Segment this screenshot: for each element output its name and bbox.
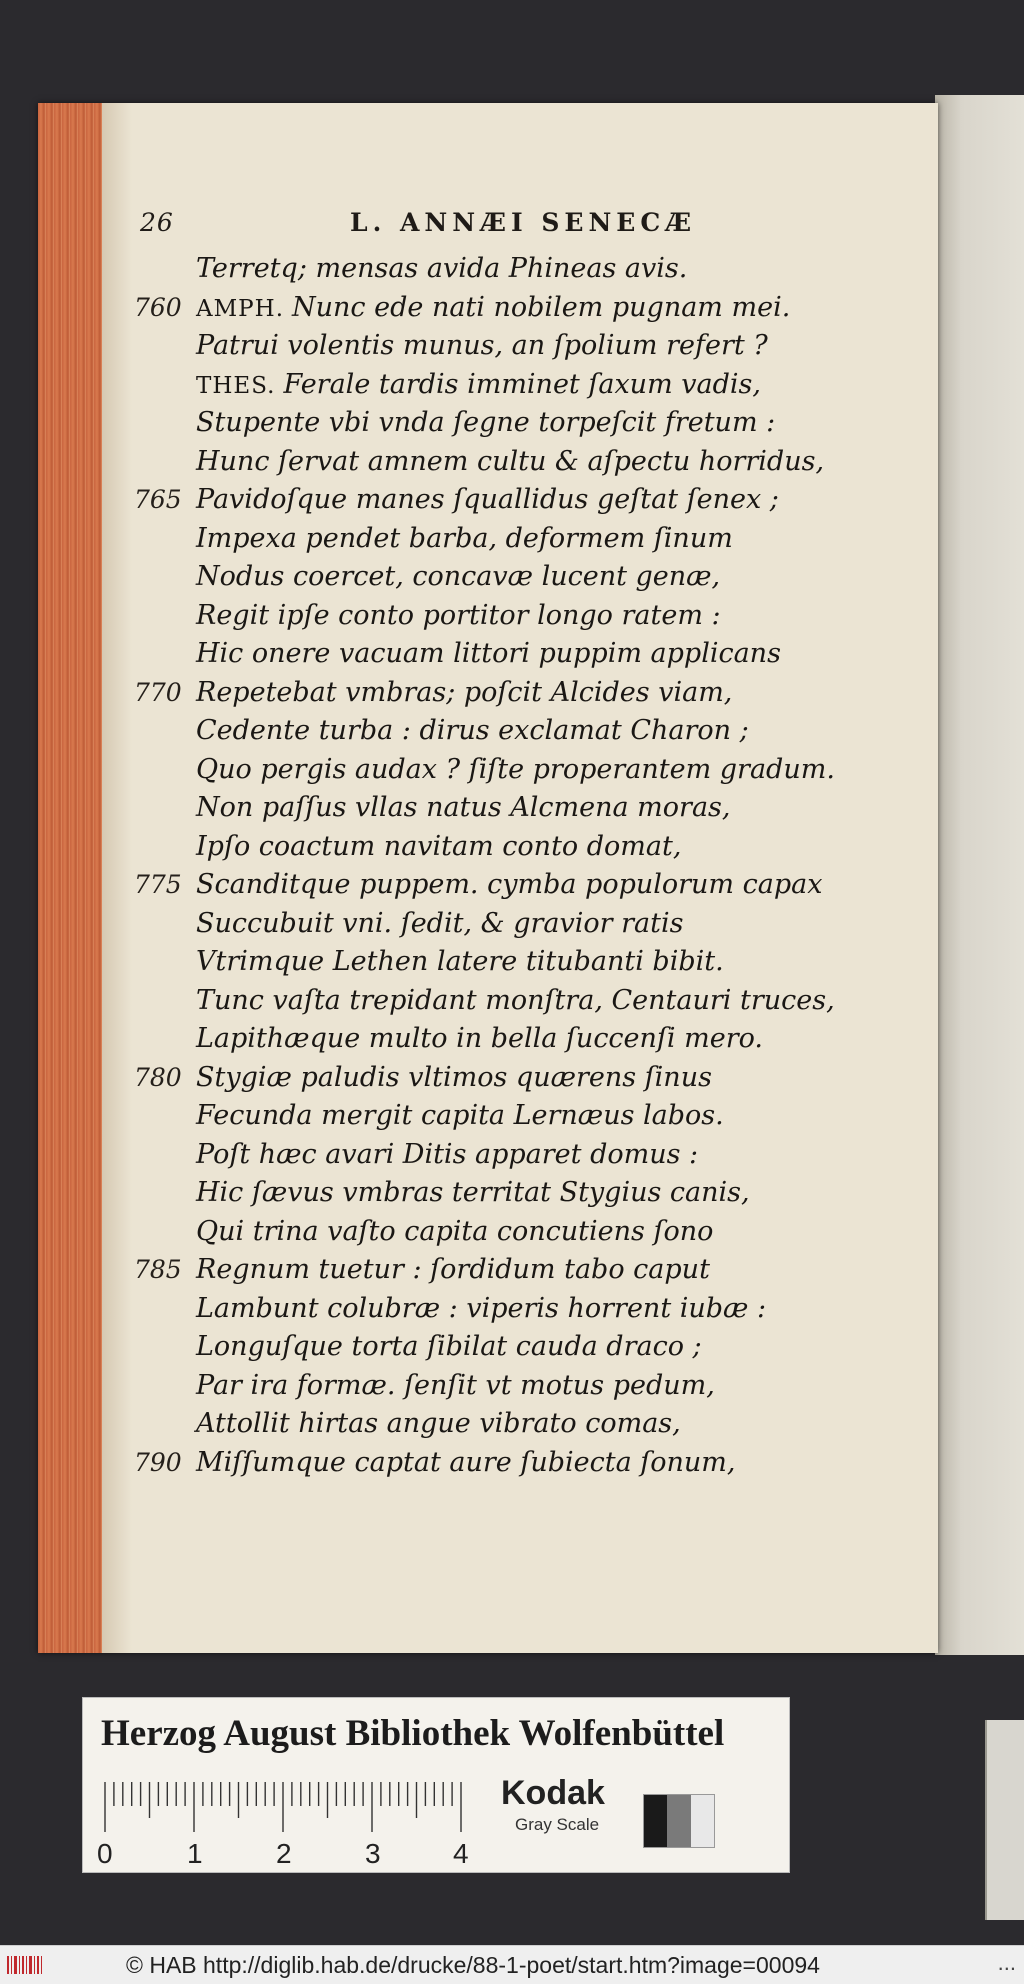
red-page-edge bbox=[38, 103, 102, 1653]
scale-label: 1 bbox=[187, 1838, 203, 1869]
verse-text: Ipſo coactum navitam conto domat, bbox=[196, 830, 682, 862]
verse-text: Stupente vbi vnda ſegne torpeſcit fretum : bbox=[196, 407, 776, 438]
verse-line bbox=[196, 1328, 946, 1367]
color-calibration-card bbox=[82, 1697, 790, 1873]
speaker-label: AMPH. bbox=[196, 295, 285, 322]
line-number: 765 bbox=[134, 485, 182, 514]
verse-line bbox=[196, 1020, 946, 1059]
verse-line bbox=[196, 327, 946, 366]
verse-text: Miſſumque captat aure ſubiecta ſonum, bbox=[196, 1446, 736, 1478]
verse-text: Scanditque puppem. cymba populorum capax bbox=[196, 869, 823, 900]
verse-text: Regnum tuetur : ſordidum tabo caput bbox=[196, 1254, 710, 1285]
kodak-logo-text: Kodak bbox=[501, 1774, 605, 1812]
verse-text: Par ira formæ. ſenſit vt motus pedum, bbox=[196, 1369, 715, 1401]
hab-barcode-icon[interactable] bbox=[6, 1954, 46, 1976]
gray-patch-dark bbox=[644, 1795, 667, 1847]
verse-text: Longuſque torta ſibilat cauda draco ; bbox=[196, 1331, 702, 1362]
verse-text: Stygiæ paludis vltimos quærens ſinus bbox=[196, 1061, 712, 1093]
gray-patch-light bbox=[691, 1795, 714, 1847]
gray-scale-label: Gray Scale bbox=[515, 1815, 600, 1834]
verse-text: Hic ſævus vmbras territat Stygius canis, bbox=[196, 1177, 750, 1208]
scale-label: 4 bbox=[453, 1838, 469, 1869]
verse-line bbox=[134, 1444, 946, 1483]
verse-line bbox=[134, 1251, 946, 1290]
ruler-scale bbox=[83, 1778, 503, 1838]
footer-bar bbox=[0, 1945, 1024, 1984]
verse-text: Tunc vaſta trepidant monſtra, Centauri truces, bbox=[196, 984, 835, 1016]
verse-line bbox=[196, 1405, 946, 1444]
verse-line bbox=[134, 1059, 946, 1098]
verse-text: Quo pergis audax ? ſiſte properantem gradum. bbox=[196, 753, 835, 785]
verse-line bbox=[134, 289, 946, 328]
speaker-label: THES. bbox=[196, 372, 276, 399]
gray-patches bbox=[643, 1794, 715, 1848]
verse-text: Hunc ſervat amnem cultu & aſpectu horridus, bbox=[196, 445, 825, 477]
verse-text: Nunc ede nati nobilem pugnam mei. bbox=[292, 291, 791, 323]
facing-color-card-edge bbox=[985, 1720, 1024, 1920]
line-number: 760 bbox=[134, 292, 182, 322]
line-number: 770 bbox=[134, 677, 182, 707]
scale-label: 0 bbox=[97, 1838, 113, 1869]
verse-line bbox=[196, 1136, 946, 1175]
verse-line bbox=[196, 250, 946, 289]
verse-text: Lapithæque multo in bella ſuccenſi mero. bbox=[196, 1023, 763, 1054]
verse-text: Succubuit vni. ſedit, & gravior ratis bbox=[196, 907, 684, 939]
page-number: 26 bbox=[140, 208, 174, 237]
verse-line bbox=[196, 828, 946, 867]
verse-line bbox=[196, 982, 946, 1021]
library-name: Herzog August Bibliothek Wolfenbüttel bbox=[101, 1713, 725, 1754]
verse-block bbox=[134, 250, 946, 1482]
verse-text: Vtrimque Lethen latere titubanti bibit. bbox=[196, 946, 724, 977]
more-menu-icon[interactable]: ... bbox=[997, 1950, 1016, 1975]
line-number: 780 bbox=[134, 1062, 182, 1092]
scale-label: 3 bbox=[365, 1838, 381, 1869]
verse-line bbox=[196, 1367, 946, 1406]
line-number: 790 bbox=[134, 1447, 182, 1477]
verse-line bbox=[196, 366, 946, 405]
verse-line bbox=[196, 443, 946, 482]
verse-line bbox=[196, 789, 946, 828]
verse-line bbox=[134, 866, 946, 905]
verse-line bbox=[196, 1097, 946, 1136]
verse-text: Nodus coercet, concavæ lucent genæ, bbox=[196, 561, 721, 592]
line-number: 775 bbox=[134, 870, 182, 899]
verse-line bbox=[196, 905, 946, 944]
verse-text: Qui trina vaſto capita concutiens ſono bbox=[196, 1215, 714, 1247]
facing-page-edge bbox=[935, 95, 1024, 1655]
verse-line bbox=[134, 481, 946, 520]
verse-line bbox=[196, 1290, 946, 1329]
verse-line bbox=[196, 1213, 946, 1252]
verse-text: Cedente turba : dirus exclamat Charon ; bbox=[196, 715, 749, 746]
verse-text: Pavidoſque manes ſquallidus geſtat ſenex ; bbox=[196, 484, 779, 515]
verse-line bbox=[196, 635, 946, 674]
gray-patch-mid bbox=[667, 1795, 690, 1847]
verse-line bbox=[196, 943, 946, 982]
verse-text: Poſt hæc avari Ditis apparet domus : bbox=[196, 1138, 699, 1170]
verse-line bbox=[196, 404, 946, 443]
verse-line bbox=[196, 558, 946, 597]
verse-line bbox=[196, 597, 946, 636]
verse-line bbox=[196, 712, 946, 751]
verse-text: Patrui volentis munus, an ſpolium refert ? bbox=[196, 330, 768, 361]
line-number: 785 bbox=[134, 1255, 182, 1284]
verse-text: Fecunda mergit capita Lernæus labos. bbox=[196, 1100, 724, 1131]
verse-text: Lambunt colubræ : viperis horrent iubæ : bbox=[196, 1292, 767, 1324]
verse-text: Repetebat vmbras; poſcit Alcides viam, bbox=[196, 676, 733, 708]
verse-line bbox=[134, 674, 946, 713]
copyright-link[interactable]: © HAB http://diglib.hab.de/drucke/88-1-poet/start.htm?image=00094 bbox=[126, 1952, 820, 1978]
verse-line bbox=[196, 520, 946, 559]
running-title: L. ANNÆI SENECÆ bbox=[350, 208, 697, 237]
verse-text: Ferale tardis imminet ſaxum vadis, bbox=[283, 368, 761, 400]
verse-text: Hic onere vacuam littori puppim applicans bbox=[196, 638, 781, 669]
verse-line bbox=[196, 751, 946, 790]
verse-text: Attollit hirtas angue vibrato comas, bbox=[196, 1408, 681, 1439]
gutter-shadow bbox=[102, 103, 132, 1653]
verse-line bbox=[196, 1174, 946, 1213]
verse-text: Non paſſus vllas natus Alcmena moras, bbox=[196, 792, 731, 823]
verse-text: Regit ipſe conto portitor longo ratem : bbox=[196, 599, 721, 631]
scale-label: 2 bbox=[276, 1838, 292, 1869]
verse-text: Impexa pendet barba, deformem ſinum bbox=[196, 522, 733, 554]
verse-text: Terretq; mensas avida Phineas avis. bbox=[196, 253, 688, 284]
